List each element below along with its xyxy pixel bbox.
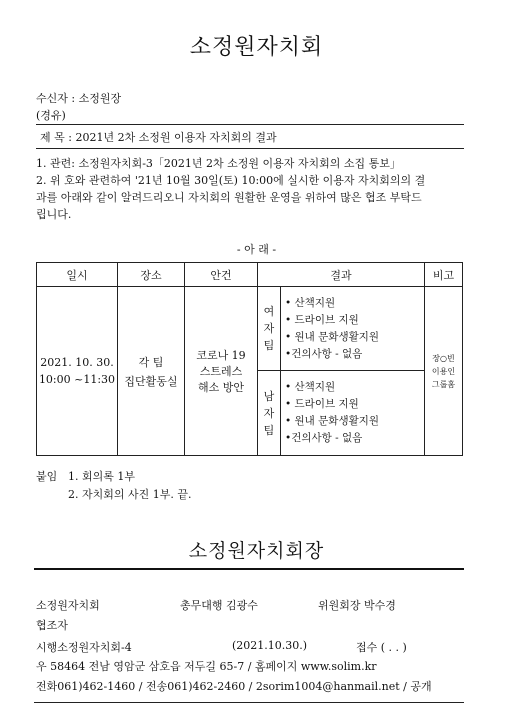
result-item: • 원내 문화생활지원 xyxy=(285,330,380,343)
contact-info: 전화061)462-1460 / 전송061)462-2460 / 2sorim1004@hanmail.net / 공개 xyxy=(36,680,432,693)
note-line-3: 그룹홈 xyxy=(431,379,456,389)
header-agenda: 안건 xyxy=(185,263,258,287)
cell-results-male xyxy=(281,371,425,456)
result-item: •건의사항 - 없음 xyxy=(285,347,363,360)
datetime-date: 2021. 10. 30. xyxy=(40,356,114,369)
cell-datetime xyxy=(37,287,118,456)
place-line-2: 집단활동실 xyxy=(124,374,178,388)
via: (경유) xyxy=(36,109,66,122)
agenda-line-3: 해소 방안 xyxy=(197,381,244,394)
body-line-4: 립니다. xyxy=(36,208,72,221)
result-item: • 산책지원 xyxy=(285,296,336,309)
body-line-1: 1. 관련: 소정원자치회-3「2021년 2차 소정원 이용자 자치회의 소집 통보」 xyxy=(36,157,401,170)
header-note: 비고 xyxy=(425,263,463,287)
note-line-1: 장○빈 xyxy=(432,353,455,363)
place-line-1: 각 팀 xyxy=(138,355,164,369)
recipient: 수신자 : 소정원장 xyxy=(36,92,122,105)
subject-top-rule xyxy=(36,124,464,125)
signatory-council: 소정원자치회 xyxy=(36,599,100,612)
team-female-char: 자 xyxy=(263,322,275,335)
header-place: 장소 xyxy=(118,263,185,287)
datetime-time: 10:00 ~11:30 xyxy=(38,373,116,386)
result-item: •건의사항 - 없음 xyxy=(285,432,363,444)
result-item: • 드라이브 지원 xyxy=(285,313,359,326)
table-header-row xyxy=(37,263,463,287)
header-datetime: 일시 xyxy=(37,263,118,287)
receipt: 접수 ( . . ) xyxy=(356,641,407,654)
team-male-char: 자 xyxy=(263,406,275,420)
result-item: • 산책지원 xyxy=(285,381,336,393)
agenda-line-2: 스트레스 xyxy=(199,365,243,378)
team-female-char: 팀 xyxy=(263,339,275,352)
attachment-item-2: 2. 자치회의 사진 1부. 끝. xyxy=(68,488,192,501)
footer-rule xyxy=(34,568,464,570)
address: 우 58464 전남 영암군 삼호읍 저두길 65-7 / 홈페이지 www.solim.kr xyxy=(36,660,377,673)
footer-title: 소정원자치회장 xyxy=(188,540,325,562)
agenda-table xyxy=(36,262,463,456)
cell-agenda xyxy=(185,287,258,456)
table-row xyxy=(37,287,463,371)
result-item: • 드라이브 지원 xyxy=(285,398,359,410)
subject-bottom-rule xyxy=(36,148,464,149)
team-female-char: 여 xyxy=(263,305,275,318)
cell-team-female xyxy=(258,287,281,371)
note-line-2: 이용인 xyxy=(431,366,456,376)
team-male-char: 팀 xyxy=(263,423,275,437)
cooperator-label: 협조자 xyxy=(36,619,68,632)
cell-place xyxy=(118,287,185,456)
agenda-line-1: 코로나 19 xyxy=(196,349,246,362)
result-item: • 원내 문화생활지원 xyxy=(285,415,380,427)
bottom-rule xyxy=(34,702,464,703)
document-title: 소정원자치회 xyxy=(189,35,324,60)
signatory-chair: 위원회장 박수경 xyxy=(318,599,396,612)
team-male-char: 남 xyxy=(263,389,275,403)
attachment-item-1: 1. 회의록 1부 xyxy=(68,470,135,483)
attachment-label: 붙임 xyxy=(36,470,58,483)
subject: 제 목 : 2021년 2차 소정원 이용자 자치회의 결과 xyxy=(40,131,277,144)
body-line-2: 2. 위 호와 관련하여 '21년 10월 30일(토) 10:00에 실시한 이용자 자치회의의 결 xyxy=(36,174,426,187)
cell-note xyxy=(425,287,463,456)
body-line-3: 과를 아래와 같이 알려드리오니 자치회의 원활한 운영을 위하여 많은 협조 부탁드 xyxy=(36,191,422,204)
cell-results-female xyxy=(281,287,425,371)
below-label: - 아 래 - xyxy=(236,243,277,256)
doc-date: (2021.10.30.) xyxy=(232,639,308,652)
doc-number: 시행소정원자치회-4 xyxy=(36,641,132,654)
cell-team-male xyxy=(258,371,281,456)
header-result: 결과 xyxy=(258,263,425,287)
signatory-secretary: 총무대행 김광수 xyxy=(180,599,258,612)
